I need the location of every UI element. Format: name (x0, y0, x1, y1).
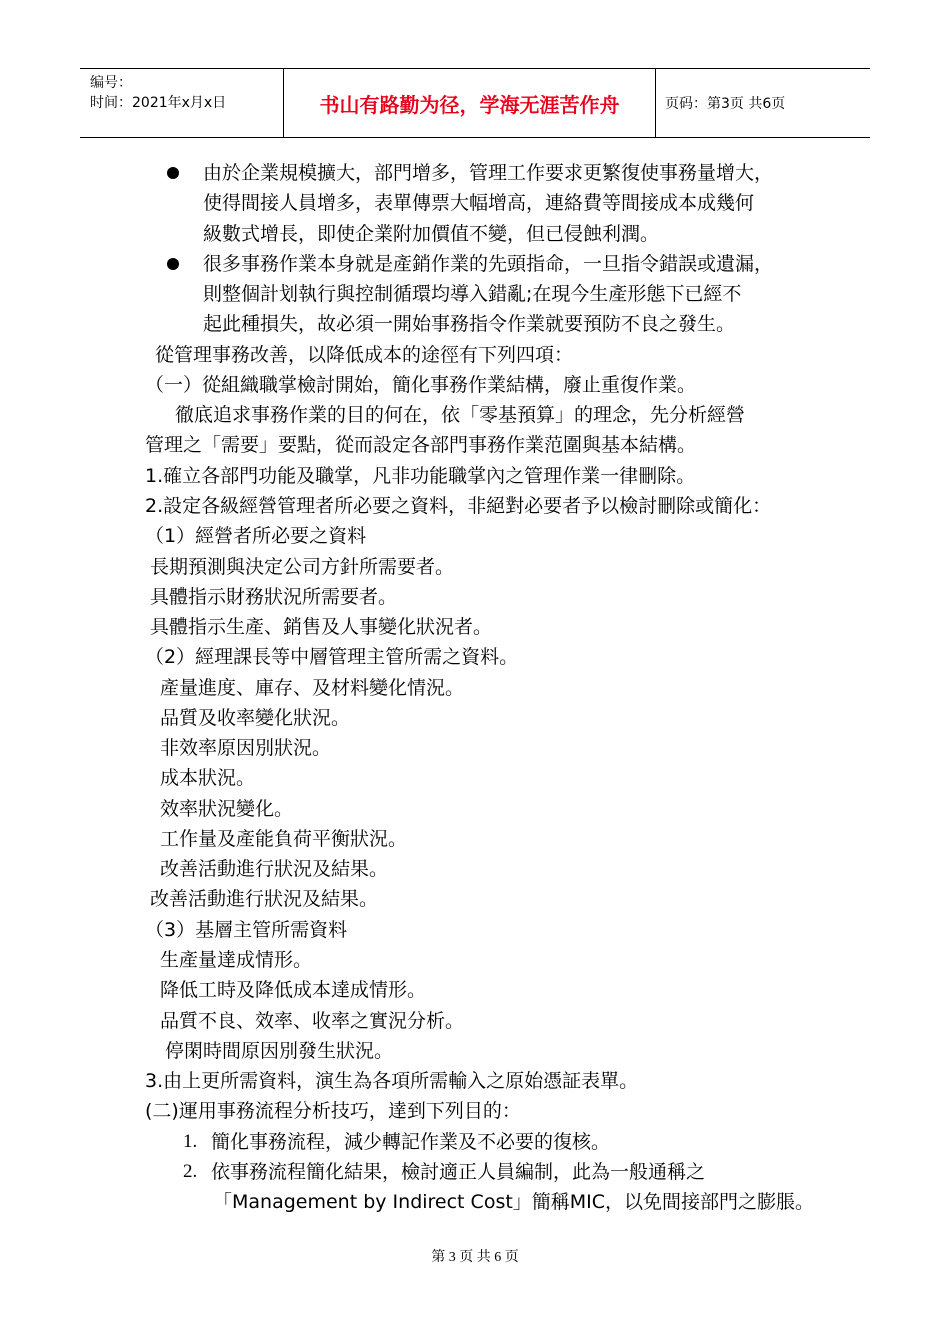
section-heading: （一）從組織職掌檢討開始，簡化事務作業結構，廢止重復作業。 (145, 374, 697, 396)
date-label: 时间：2021年x月x日 (90, 95, 227, 111)
text-line: 「Management by Indirect Cost」簡稱MIC，以免間接部門之膨脹。 (213, 1191, 815, 1213)
text-line: 品質不良、效率、收率之實況分析。 (160, 1010, 465, 1032)
code-label: 编号： (90, 75, 132, 91)
text-line: 管理之「需要」要點，從而設定各部門事務作業范圍與基本結構。 (145, 434, 697, 456)
text-line: 2.設定各級經營管理者所必要之資料，非絕對必要者予以檢討刪除或簡化： (145, 495, 772, 517)
text-line: 具體指示生產、銷售及人事變化狀況者。 (150, 616, 493, 638)
list-number: 1. (183, 1131, 198, 1152)
text-line: 具體指示財務狀況所需要者。 (150, 586, 398, 608)
section-heading: (二)運用事務流程分析技巧，達到下列目的： (145, 1100, 521, 1122)
text-line: 停閑時間原因別發生狀況。 (165, 1040, 394, 1062)
bullet-1 (167, 167, 179, 179)
header-page-info: 页码：第3页 共6页 (665, 96, 786, 112)
text-line: 從管理事務改善，以降低成本的途徑有下列四項： (155, 344, 574, 366)
text-line: 級數式增長，即使企業附加價值不變，但已侵蝕利潤。 (203, 223, 660, 245)
text-line: 徹底追求事務作業的目的何在，依「零基預算」的理念，先分析經營 (175, 404, 746, 426)
text-line: 品質及收率變化狀況。 (160, 707, 351, 729)
text-line: 則整個計划執行與控制循環均導入錯亂;在現今生產形態下已經不 (203, 283, 742, 305)
text-line: 1.確立各部門功能及職掌，凡非功能職掌內之管理作業一律刪除。 (145, 465, 696, 487)
text-line: 改善活動進行狀況及結果。 (160, 858, 389, 880)
text-line: 非效率原因別狀況。 (160, 737, 332, 759)
text-line: 效率狀況變化。 (160, 798, 294, 820)
header-meta (80, 69, 283, 137)
text-line: 簡化事務流程，減少轉記作業及不必要的復核。 (211, 1131, 611, 1153)
text-line: 起此種損失，故必須一開始事務指令作業就要預防不良之發生。 (203, 313, 736, 335)
header-motto: 书山有路勤为径，学海无涯苦作舟 (283, 69, 656, 137)
bullet-2 (167, 258, 179, 270)
text-line: 由於企業規模擴大，部門增多，管理工作要求更繁復使事務量增大， (203, 162, 774, 184)
text-line: （2）經理課長等中層管理主管所需之資料。 (145, 646, 519, 668)
text-line: 3.由上更所需資料，演生為各項所需輸入之原始憑証表單。 (145, 1070, 639, 1092)
text-line: 使得間接人員增多，表單傳票大幅增高，連絡費等間接成本成幾何 (203, 192, 755, 214)
text-line: 長期預測與決定公司方針所需要者。 (150, 556, 455, 578)
text-line: 生產量達成情形。 (160, 949, 313, 971)
text-line: （1）經營者所必要之資料 (145, 525, 367, 547)
text-line: 改善活動進行狀況及結果。 (150, 888, 379, 910)
text-line: 成本狀況。 (160, 767, 256, 789)
text-line: 很多事務作業本身就是產銷作業的先頭指命，一旦指令錯誤或遺漏， (203, 253, 774, 275)
text-line: 降低工時及降低成本達成情形。 (160, 979, 427, 1001)
text-line: 依事務流程簡化結果，檢討適正人員編制，此為一般通稱之 (211, 1161, 706, 1183)
page-header (80, 68, 870, 138)
text-line: 產量進度、庫存、及材料變化情況。 (160, 677, 465, 699)
text-line: （3）基層主管所需資料 (145, 919, 348, 941)
list-number: 2. (183, 1161, 198, 1182)
page-footer: 第 3 页 共 6 页 (431, 1250, 519, 1265)
text-line: 工作量及產能負荷平衡狀況。 (160, 828, 408, 850)
